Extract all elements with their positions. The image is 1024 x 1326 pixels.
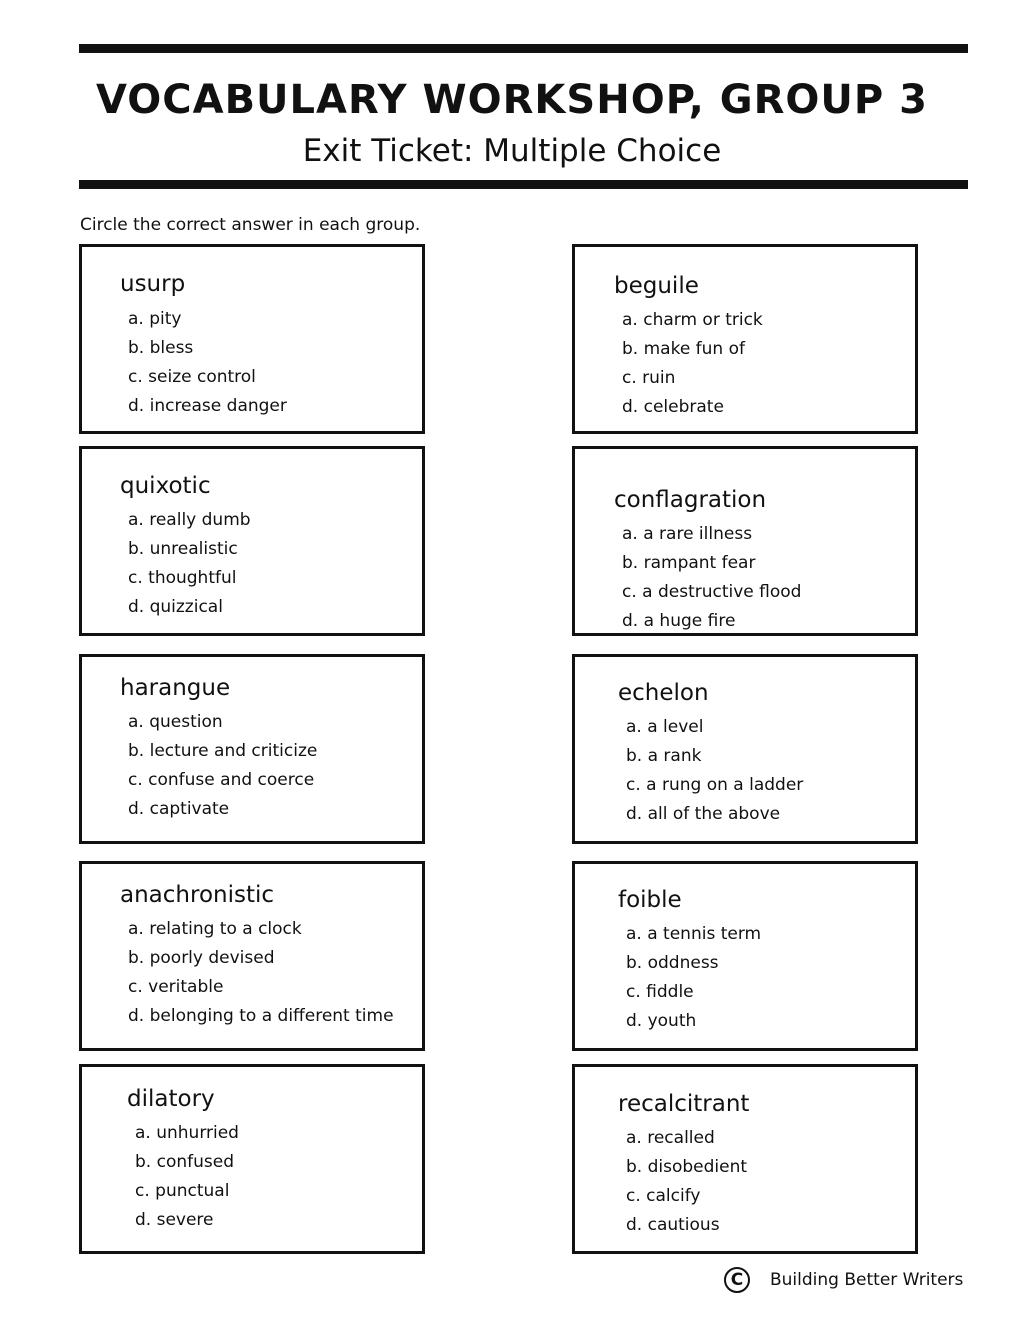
answer-option[interactable]: a. pity <box>128 309 182 329</box>
question-box <box>79 654 425 844</box>
answer-option[interactable]: a. really dumb <box>128 510 251 530</box>
answer-option[interactable]: d. celebrate <box>622 397 724 417</box>
answer-option[interactable]: a. a tennis term <box>626 924 762 944</box>
answer-option[interactable]: b. oddness <box>626 953 719 973</box>
answer-option[interactable]: c. veritable <box>128 977 224 997</box>
answer-option[interactable]: b. disobedient <box>626 1157 748 1177</box>
answer-options <box>135 1119 239 1235</box>
answer-option[interactable]: c. thoughtful <box>128 568 237 588</box>
page-subtitle: Exit Ticket: Multiple Choice <box>302 133 722 169</box>
question-box <box>572 654 918 844</box>
answer-option[interactable]: c. a destructive flood <box>622 582 802 602</box>
answer-option[interactable]: b. lecture and criticize <box>128 741 318 761</box>
answer-option[interactable]: d. quizzical <box>128 597 223 617</box>
vocab-word: conflagration <box>614 487 767 513</box>
answer-option[interactable]: a. unhurried <box>135 1123 239 1143</box>
answer-option[interactable]: c. seize control <box>128 367 256 387</box>
answer-option[interactable]: c. punctual <box>135 1181 230 1201</box>
answer-option[interactable]: c. ruin <box>622 368 676 388</box>
answer-options <box>128 708 317 824</box>
answer-option[interactable]: b. unrealistic <box>128 539 238 559</box>
question-box <box>572 446 918 636</box>
answer-option[interactable]: b. bless <box>128 338 194 358</box>
answer-option[interactable]: a. charm or trick <box>622 310 763 330</box>
question-box <box>572 861 918 1051</box>
answer-options <box>128 915 394 1031</box>
answer-option[interactable]: a. a rare illness <box>622 524 753 544</box>
answer-option[interactable]: b. a rank <box>626 746 702 766</box>
vocab-word: beguile <box>614 273 699 299</box>
answer-option[interactable]: d. youth <box>626 1011 697 1031</box>
answer-option[interactable]: c. a rung on a ladder <box>626 775 804 795</box>
answer-option[interactable]: b. confused <box>135 1152 234 1172</box>
question-box <box>572 1064 918 1254</box>
vocab-word: usurp <box>120 271 186 297</box>
answer-option[interactable]: d. belonging to a different time <box>128 1006 394 1026</box>
answer-option[interactable]: a. question <box>128 712 223 732</box>
answer-option[interactable]: b. poorly devised <box>128 948 275 968</box>
answer-option[interactable]: c. confuse and coerce <box>128 770 315 790</box>
answer-option[interactable]: a. a level <box>626 717 704 737</box>
answer-options <box>622 520 801 636</box>
question-box <box>79 244 425 434</box>
question-box <box>572 244 918 434</box>
answer-options <box>626 713 803 829</box>
vocab-word: echelon <box>618 680 709 706</box>
instructions: Circle the correct answer in each group. <box>80 215 421 235</box>
vocab-word: foible <box>618 887 682 913</box>
vocab-word: recalcitrant <box>618 1091 750 1117</box>
answer-option[interactable]: a. recalled <box>626 1128 715 1148</box>
answer-option[interactable]: d. captivate <box>128 799 230 819</box>
vocab-word: dilatory <box>127 1086 215 1112</box>
answer-option[interactable]: d. all of the above <box>626 804 781 824</box>
vocab-word: quixotic <box>120 473 211 499</box>
question-box <box>79 861 425 1051</box>
answer-options <box>128 305 287 421</box>
vocab-word: harangue <box>120 675 231 701</box>
answer-option[interactable]: c. fiddle <box>626 982 694 1002</box>
answer-option[interactable]: b. rampant fear <box>622 553 756 573</box>
answer-options <box>128 506 251 622</box>
answer-option[interactable]: c. calcify <box>626 1186 701 1206</box>
answer-options <box>626 1124 747 1240</box>
answer-option[interactable]: a. relating to a clock <box>128 919 302 939</box>
answer-option[interactable]: d. cautious <box>626 1215 720 1235</box>
answer-options <box>622 306 763 422</box>
answer-option[interactable]: d. increase danger <box>128 396 287 416</box>
question-box <box>79 446 425 636</box>
question-box <box>79 1064 425 1254</box>
credit-text: Building Better Writers <box>770 1270 964 1290</box>
copyright-icon: C <box>724 1267 750 1293</box>
answer-options <box>626 920 761 1036</box>
answer-option[interactable]: b. make fun of <box>622 339 746 359</box>
header-top-rule <box>79 44 968 53</box>
vocab-word: anachronistic <box>120 882 275 908</box>
answer-option[interactable]: d. a huge fire <box>622 611 736 631</box>
copyright-credit <box>724 1264 963 1296</box>
page-title: VOCABULARY WORKSHOP, GROUP 3 <box>96 77 928 123</box>
answer-option[interactable]: d. severe <box>135 1210 214 1230</box>
header-bottom-rule <box>79 180 968 189</box>
